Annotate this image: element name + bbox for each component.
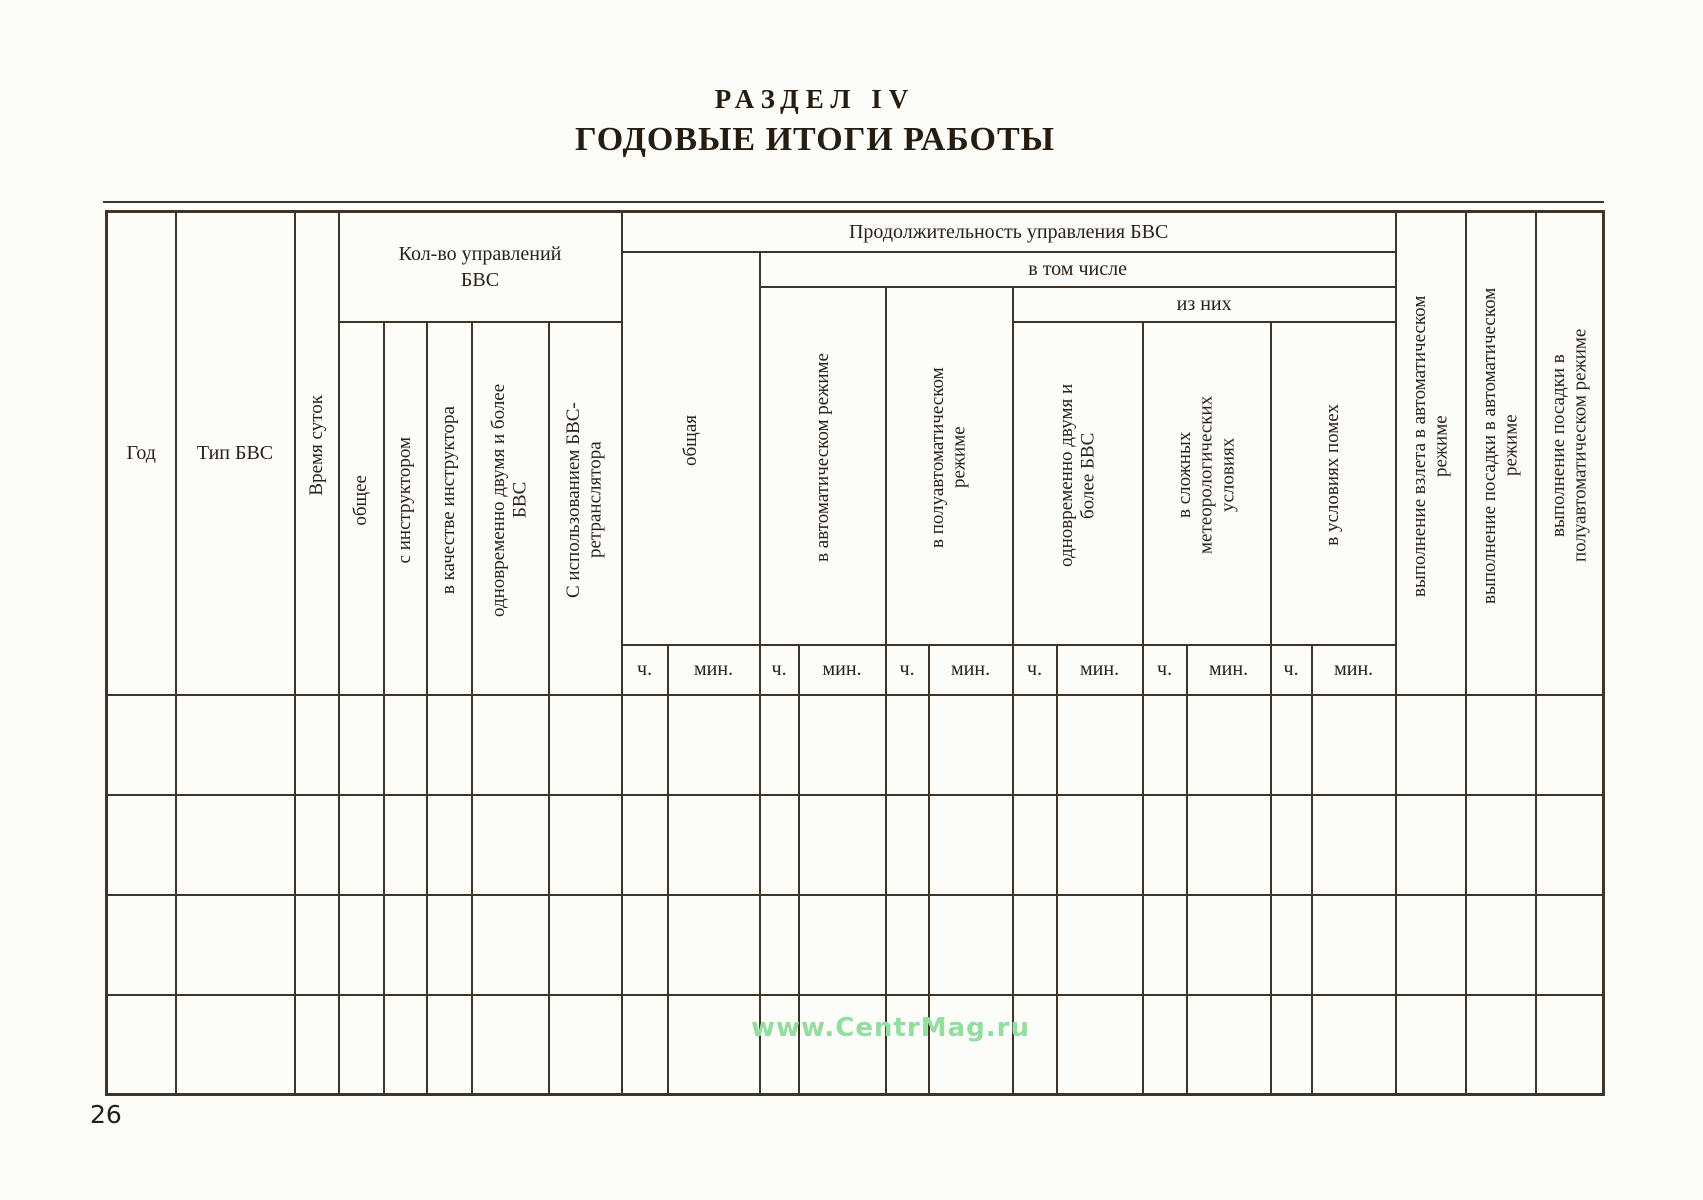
controls-with-instructor-label: с инструктором bbox=[394, 437, 416, 564]
empty-cell bbox=[622, 795, 668, 895]
subcol-hours bbox=[760, 645, 799, 695]
including-label: в том числе bbox=[1028, 257, 1127, 280]
col-header-time-of-day bbox=[295, 212, 339, 695]
col-header-controls-as-instructor bbox=[427, 322, 472, 695]
controls-two-or-more-label: одновременно двумя и более БВС bbox=[488, 383, 531, 617]
empty-cell bbox=[107, 995, 176, 1095]
empty-cell bbox=[1057, 895, 1143, 995]
empty-cell bbox=[384, 995, 427, 1095]
empty-cell bbox=[1396, 695, 1466, 795]
empty-cell bbox=[384, 895, 427, 995]
empty-cell bbox=[1312, 795, 1396, 895]
hours-label: ч. bbox=[637, 658, 653, 681]
hours-label: ч. bbox=[1157, 658, 1173, 681]
col-header-duration-total bbox=[622, 252, 760, 645]
empty-cell bbox=[1057, 795, 1143, 895]
empty-cell bbox=[760, 895, 799, 995]
empty-cell bbox=[799, 795, 886, 895]
subcol-minutes bbox=[1312, 645, 1396, 695]
hours-label: ч. bbox=[771, 658, 787, 681]
minutes-label: мин. bbox=[1209, 658, 1249, 681]
subcol-hours bbox=[1013, 645, 1057, 695]
of-which-label: из них bbox=[1176, 292, 1232, 315]
subcol-hours bbox=[622, 645, 668, 695]
empty-cell bbox=[1013, 695, 1057, 795]
empty-cell bbox=[1466, 795, 1536, 895]
empty-cell bbox=[886, 695, 929, 795]
col-header-landing-semi-auto bbox=[1536, 212, 1604, 695]
hours-label: ч. bbox=[1027, 658, 1043, 681]
empty-cell bbox=[886, 995, 929, 1095]
empty-cell bbox=[760, 995, 799, 1095]
table-top-rule bbox=[103, 201, 1604, 203]
empty-cell bbox=[339, 995, 384, 1095]
empty-cell bbox=[295, 995, 339, 1095]
annual-results-table bbox=[105, 210, 1605, 1096]
empty-cell bbox=[107, 895, 176, 995]
subcol-minutes bbox=[929, 645, 1013, 695]
empty-cell bbox=[1466, 695, 1536, 795]
empty-cell bbox=[1536, 895, 1604, 995]
empty-cell bbox=[1013, 895, 1057, 995]
subcol-hours bbox=[1271, 645, 1312, 695]
empty-cell bbox=[1312, 895, 1396, 995]
empty-cell bbox=[427, 795, 472, 895]
empty-cell bbox=[1466, 895, 1536, 995]
empty-cell bbox=[1396, 895, 1466, 995]
empty-cell bbox=[622, 895, 668, 995]
empty-cell bbox=[1187, 895, 1271, 995]
subcol-hours bbox=[886, 645, 929, 695]
minutes-label: мин. bbox=[1080, 658, 1120, 681]
empty-cell bbox=[668, 895, 760, 995]
subcol-minutes bbox=[668, 645, 760, 695]
col-header-landing-auto bbox=[1466, 212, 1536, 695]
table-header bbox=[107, 212, 1604, 695]
empty-cell bbox=[1312, 995, 1396, 1095]
two-or-more-uav-label: одновременно двумя и более БВС bbox=[1055, 383, 1099, 567]
empty-cell bbox=[176, 895, 295, 995]
empty-cell bbox=[929, 995, 1013, 1095]
col-header-auto-mode bbox=[760, 287, 886, 645]
minutes-label: мин. bbox=[694, 658, 734, 681]
col-header-difficult-weather bbox=[1143, 322, 1271, 645]
empty-cell bbox=[384, 695, 427, 795]
empty-cell bbox=[427, 695, 472, 795]
landing-auto-label: выполнение посадки в автоматическом режиме bbox=[1479, 287, 1522, 604]
group-header-of-which bbox=[1013, 287, 1396, 322]
empty-cell bbox=[1143, 895, 1187, 995]
empty-cell bbox=[1271, 795, 1312, 895]
empty-cell bbox=[427, 995, 472, 1095]
takeoff-auto-label: выполнение взлета в автоматическом режиме bbox=[1409, 294, 1452, 597]
empty-cell bbox=[1187, 795, 1271, 895]
empty-cell bbox=[622, 695, 668, 795]
subcol-hours bbox=[1143, 645, 1187, 695]
empty-cell bbox=[472, 895, 549, 995]
empty-cell bbox=[339, 895, 384, 995]
empty-cell bbox=[886, 895, 929, 995]
col-header-uav-type bbox=[176, 212, 295, 695]
empty-cell bbox=[339, 695, 384, 795]
group-header-duration bbox=[622, 212, 1396, 252]
empty-cell bbox=[929, 795, 1013, 895]
page-number: 26 bbox=[90, 1100, 122, 1129]
empty-cell bbox=[799, 895, 886, 995]
empty-cell bbox=[295, 895, 339, 995]
time-of-day-label: Время суток bbox=[305, 395, 327, 496]
group-header-including bbox=[760, 252, 1396, 287]
col-header-year bbox=[107, 212, 176, 695]
subcol-minutes bbox=[1187, 645, 1271, 695]
year-label: Год bbox=[126, 442, 156, 465]
col-header-controls-retransmitter bbox=[549, 322, 622, 695]
table-row bbox=[107, 695, 1604, 795]
empty-cell bbox=[549, 695, 622, 795]
empty-cell bbox=[427, 895, 472, 995]
controls-as-instructor-label: в качестве инструктора bbox=[438, 406, 460, 595]
empty-cell bbox=[295, 795, 339, 895]
minutes-label: мин. bbox=[1334, 658, 1374, 681]
minutes-label: мин. bbox=[951, 658, 991, 681]
empty-cell bbox=[176, 995, 295, 1095]
empty-cell bbox=[1312, 695, 1396, 795]
col-header-controls-total bbox=[339, 322, 384, 695]
table-row bbox=[107, 795, 1604, 895]
controls-total-label: общее bbox=[350, 474, 372, 526]
empty-cell bbox=[176, 695, 295, 795]
empty-cell bbox=[1536, 695, 1604, 795]
empty-cell bbox=[760, 795, 799, 895]
duration-label: Продолжительность управления БВС bbox=[848, 220, 1169, 243]
interference-label: в условиях помех bbox=[1322, 404, 1344, 547]
col-header-two-or-more-uav bbox=[1013, 322, 1143, 645]
empty-cell bbox=[668, 995, 760, 1095]
empty-cell bbox=[339, 795, 384, 895]
col-header-semi-auto-mode bbox=[886, 287, 1013, 645]
semi-auto-mode-label: в полуавтоматическом режиме bbox=[927, 367, 971, 549]
empty-cell bbox=[107, 695, 176, 795]
section-title: РАЗДЕЛ IV bbox=[714, 84, 916, 114]
difficult-weather-label: в сложных метеорологических условиях bbox=[1174, 396, 1239, 555]
empty-cell bbox=[549, 795, 622, 895]
empty-cell bbox=[1187, 995, 1271, 1095]
controls-retransmitter-label: С использованием БВС-ретранслятора bbox=[563, 402, 607, 599]
group-header-controls-count bbox=[339, 212, 622, 322]
empty-cell bbox=[799, 695, 886, 795]
empty-cell bbox=[1536, 795, 1604, 895]
empty-cell bbox=[1466, 995, 1536, 1095]
empty-cell bbox=[1143, 795, 1187, 895]
empty-cell bbox=[1057, 995, 1143, 1095]
col-header-controls-with-instructor bbox=[384, 322, 427, 695]
empty-cell bbox=[760, 695, 799, 795]
empty-cell bbox=[1396, 995, 1466, 1095]
empty-cell bbox=[549, 895, 622, 995]
minutes-label: мин. bbox=[822, 658, 862, 681]
empty-cell bbox=[1143, 695, 1187, 795]
duration-total-label: общая bbox=[679, 414, 701, 466]
empty-cell bbox=[1143, 995, 1187, 1095]
empty-cell bbox=[549, 995, 622, 1095]
page-title bbox=[0, 84, 1630, 159]
hours-label: ч. bbox=[899, 658, 915, 681]
table-row bbox=[107, 895, 1604, 995]
empty-cell bbox=[622, 995, 668, 1095]
empty-cell bbox=[1187, 695, 1271, 795]
landing-semi-auto-label: выполнение посадки в полуавтоматическом режиме bbox=[1547, 328, 1591, 563]
col-header-takeoff-auto bbox=[1396, 212, 1466, 695]
section-heading: ГОДОВЫЕ ИТОГИ РАБОТЫ bbox=[574, 121, 1056, 158]
col-header-interference bbox=[1271, 322, 1396, 645]
empty-cell bbox=[1013, 995, 1057, 1095]
empty-cell bbox=[1271, 695, 1312, 795]
uav-type-label: Тип БВС bbox=[196, 442, 274, 465]
empty-cell bbox=[176, 795, 295, 895]
empty-cell bbox=[295, 695, 339, 795]
subcol-minutes bbox=[1057, 645, 1143, 695]
empty-cell bbox=[472, 795, 549, 895]
subcol-minutes bbox=[799, 645, 886, 695]
empty-cell bbox=[1271, 995, 1312, 1095]
controls-count-label: Кол-во управлений БВС bbox=[398, 242, 562, 291]
empty-cell bbox=[1013, 795, 1057, 895]
empty-cell bbox=[668, 695, 760, 795]
hours-label: ч. bbox=[1283, 658, 1299, 681]
watermark: www.CentrMag.ru bbox=[751, 1013, 1030, 1043]
empty-cell bbox=[472, 695, 549, 795]
empty-cell bbox=[668, 795, 760, 895]
empty-cell bbox=[1057, 695, 1143, 795]
auto-mode-label: в автоматическом режиме bbox=[811, 353, 833, 563]
empty-cell bbox=[929, 895, 1013, 995]
empty-cell bbox=[799, 995, 886, 1095]
empty-cell bbox=[1271, 895, 1312, 995]
col-header-controls-two-or-more bbox=[472, 322, 549, 695]
empty-cell bbox=[929, 695, 1013, 795]
empty-cell bbox=[472, 995, 549, 1095]
empty-cell bbox=[384, 795, 427, 895]
empty-cell bbox=[1396, 795, 1466, 895]
table-row bbox=[107, 995, 1604, 1095]
empty-cell bbox=[886, 795, 929, 895]
empty-cell bbox=[107, 795, 176, 895]
empty-cell bbox=[1536, 995, 1604, 1095]
